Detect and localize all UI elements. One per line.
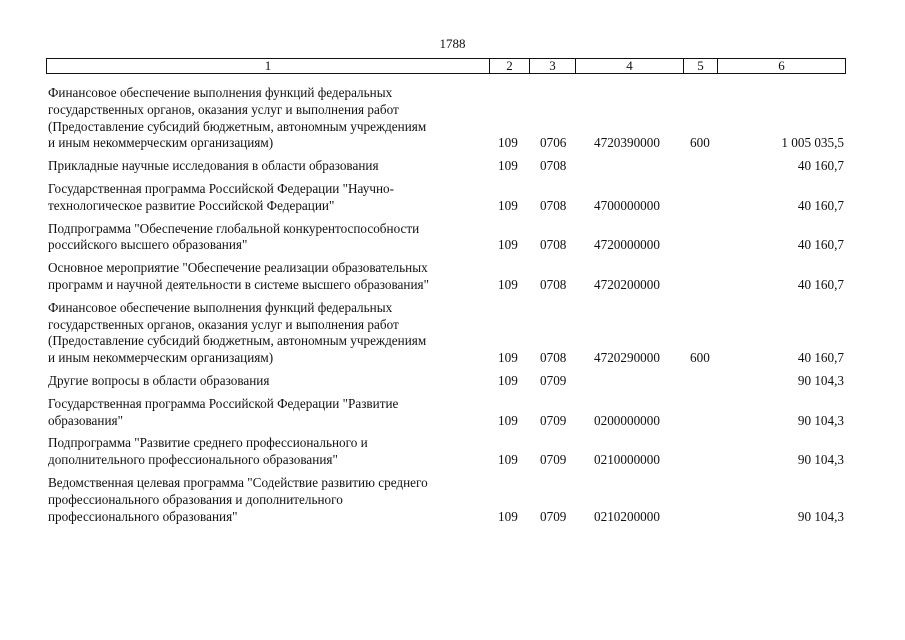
description-line: государственных органов, оказания услуг и выполнения работ [48,316,399,332]
amount: 40 160,7 [797,197,844,213]
ministry-code: 109 [498,372,518,388]
ministry-code: 109 [498,197,518,213]
description-line: Подпрограмма "Обеспечение глобальной конкурентоспособности [48,220,420,236]
amount: 40 160,7 [797,350,844,366]
amount: 90 104,3 [797,452,844,468]
row-description [48,300,484,367]
description-line: профессионального образования" [48,508,238,524]
amount: 90 104,3 [797,372,844,388]
section-code: 0709 [540,508,567,524]
description-line: Ведомственная целевая программа "Содействие развитию среднего [48,474,428,490]
description-line: Государственная программа Российской Федерации "Научно- [48,180,395,196]
expense-type-code: 600 [690,350,710,366]
header-col-4: 4 [576,59,684,73]
ministry-code: 109 [498,350,518,366]
table-body [48,85,846,531]
description-line: образования" [48,412,123,428]
header-col-1: 1 [47,59,490,73]
description-line: профессионального образования и дополнительного [48,491,343,507]
description-line: Финансовое обеспечение выполнения функций федеральных [48,85,393,100]
expense-type-code: 600 [690,135,710,151]
ministry-code: 109 [498,135,518,151]
amount: 40 160,7 [797,237,844,253]
table-row [48,85,846,152]
description-line: (Предоставление субсидий бюджетным, автономным учреждениям [48,118,427,134]
target-article-code: 0210000000 [594,452,660,468]
section-code: 0708 [540,237,567,253]
section-code: 0709 [540,412,567,428]
row-description [48,221,484,255]
row-description [48,475,484,525]
ministry-code: 109 [498,158,518,174]
target-article-code: 0210200000 [594,508,660,524]
amount: 40 160,7 [797,158,844,174]
ministry-code: 109 [498,237,518,253]
row-description [48,373,484,390]
description-line: и иным некоммерческим организациям) [48,135,274,151]
target-article-code: 4720290000 [594,350,660,366]
row-description [48,85,484,152]
header-col-3: 3 [530,59,576,73]
amount: 1 005 035,5 [781,135,844,151]
description-line: Основное мероприятие "Обеспечение реализации образовательных [48,260,428,276]
description-line: программ и научной деятельности в системе высшего образования" [48,276,429,292]
ministry-code: 109 [498,452,518,468]
amount: 90 104,3 [797,508,844,524]
table-row [48,373,846,390]
description-line: Прикладные научные исследования в области образования [48,158,379,174]
page-number: 1788 [439,36,466,51]
row-description [48,181,484,215]
table-row [48,221,846,255]
section-code: 0708 [540,276,567,292]
amount: 90 104,3 [797,412,844,428]
description-line: технологическое развитие Российской Федерации" [48,197,335,213]
section-code: 0708 [540,350,567,366]
target-article-code: 4720390000 [594,135,660,151]
row-description [48,396,484,430]
section-code: 0709 [540,452,567,468]
header-col-5: 5 [684,59,718,73]
table-row [48,181,846,215]
table-row [48,435,846,469]
description-line: Подпрограмма "Развитие среднего профессионального и [48,435,368,451]
section-code: 0708 [540,197,567,213]
table-row [48,300,846,367]
row-description [48,435,484,469]
table-header [46,58,846,74]
description-line: российского высшего образования" [48,237,248,253]
table-row [48,475,846,525]
description-line: Финансовое обеспечение выполнения функций федеральных [48,299,393,315]
description-line: Государственная программа Российской Федерации "Развитие [48,395,399,411]
table-row [48,260,846,294]
row-description [48,260,484,294]
table-row [48,158,846,175]
description-line: и иным некоммерческим организациям) [48,350,274,366]
description-line: Другие вопросы в области образования [48,372,270,388]
amount: 40 160,7 [797,276,844,292]
target-article-code: 4700000000 [594,197,660,213]
target-article-code: 4720200000 [594,276,660,292]
description-line: государственных органов, оказания услуг и выполнения работ [48,101,399,117]
description-line: дополнительного профессионального образования" [48,452,338,468]
section-code: 0709 [540,372,567,388]
section-code: 0706 [540,135,567,151]
ministry-code: 109 [498,276,518,292]
target-article-code: 0200000000 [594,412,660,428]
row-description [48,158,484,175]
section-code: 0708 [540,158,567,174]
table-row [48,396,846,430]
description-line: (Предоставление субсидий бюджетным, автономным учреждениям [48,333,427,349]
header-col-6: 6 [778,58,785,73]
target-article-code: 4720000000 [594,237,660,253]
ministry-code: 109 [498,508,518,524]
ministry-code: 109 [498,412,518,428]
header-col-2: 2 [490,59,530,73]
